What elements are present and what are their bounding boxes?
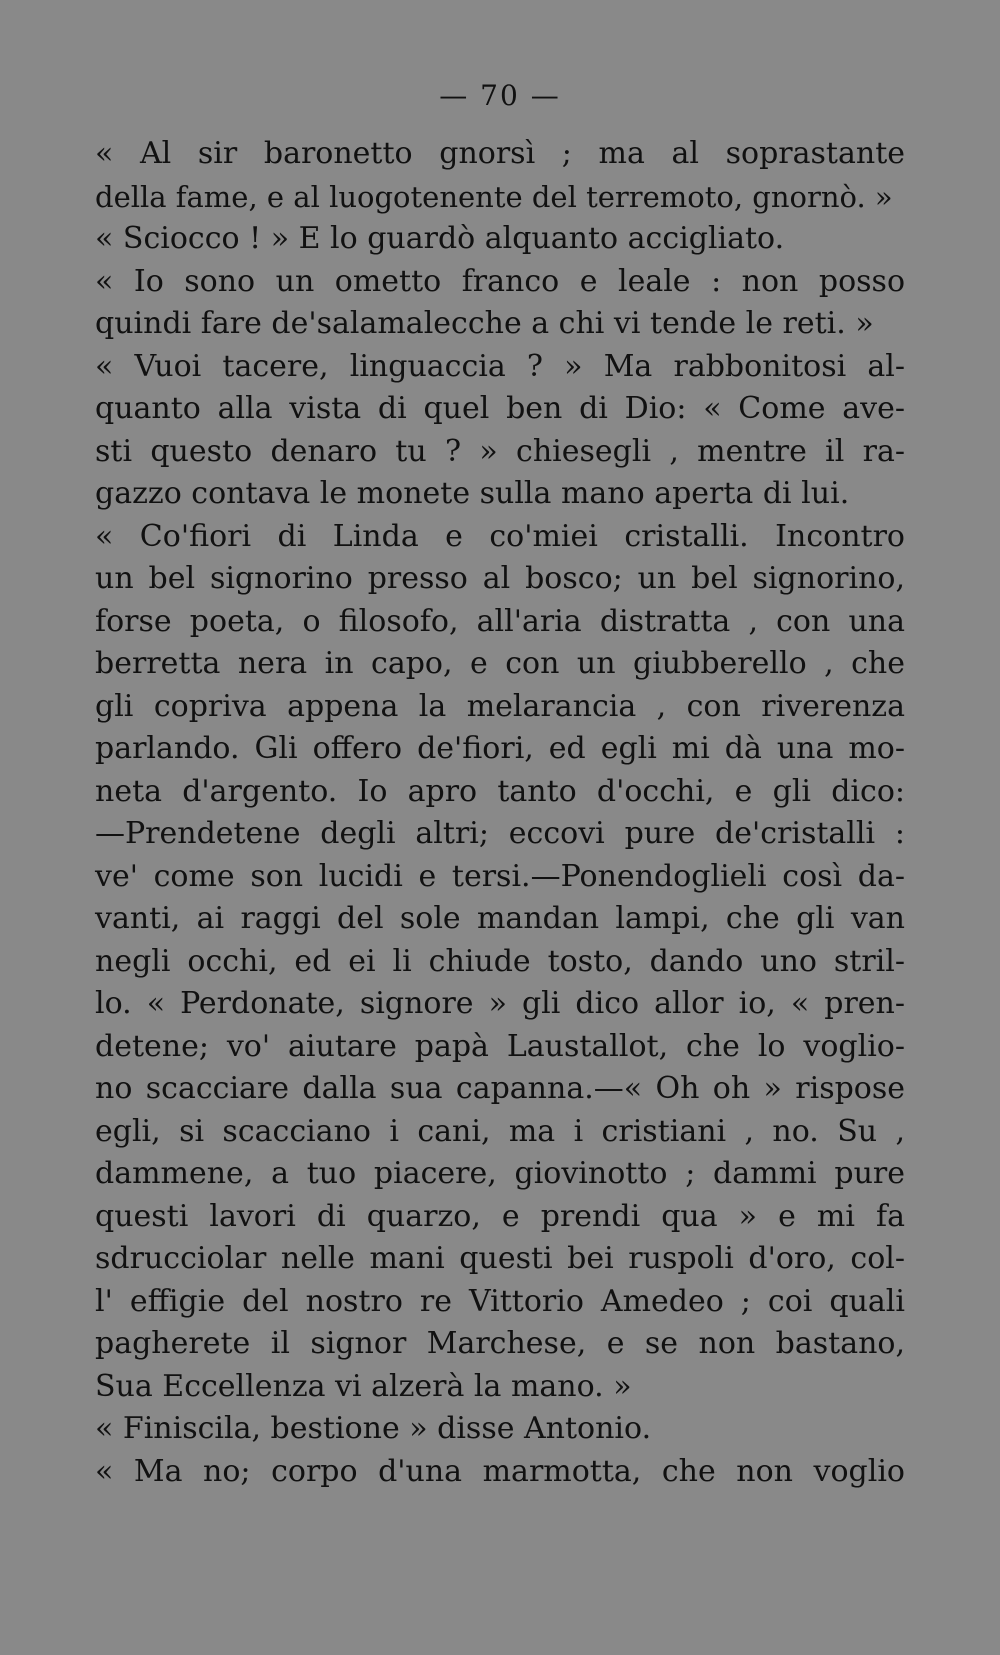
text-line: Sua Eccellenza vi alzerà la mano. » (95, 1368, 632, 1404)
text-line: « Sciocco ! » E lo guardò alquanto accigliato. (95, 221, 785, 256)
text-line: gli copriva appena la melarancia , con riverenza (95, 688, 905, 724)
text-line: sdrucciolar nelle mani questi bei ruspoli d'oro, col- (95, 1241, 905, 1276)
text-line: parlando. Gli offero de'fiori, ed egli mi dà una mo- (95, 731, 905, 766)
text-line: sti questo denaro tu ? » chiesegli , mentre il ra- (95, 433, 905, 469)
text-line: « Finiscila, bestione » disse Antonio. (95, 1411, 652, 1446)
text-line: detene; vo' aiutare papà Laustallot, che lo voglio- (95, 1028, 905, 1064)
text-line: « Io sono un ometto franco e leale : non posso (95, 263, 905, 299)
text-line: vanti, ai raggi del sole mandan lampi, che gli van (95, 901, 905, 936)
text-line: « Vuoi tacere, linguaccia ? » Ma rabbonitosi al- (95, 348, 905, 384)
text-line: lo. « Perdonate, signore » gli dico allor io, « pren- (95, 986, 905, 1021)
text-line: « Ma no; corpo d'una marmotta, che non voglio (95, 1453, 905, 1489)
text-line: questi lavori di quarzo, e prendi qua » e mi fa (95, 1198, 905, 1234)
text-line: dammene, a tuo piacere, giovinotto ; dammi pure (95, 1156, 905, 1191)
text-line: forse poeta, o filosofo, all'aria distratta , con una (95, 603, 905, 639)
text-line: l' effigie del nostro re Vittorio Amedeo ; coi quali (95, 1283, 905, 1319)
text-line: della fame, e al luogotenente del terremoto, gnornò. » (95, 179, 893, 214)
text-line: —Prendetene degli altri; eccovi pure de'cristalli : (95, 816, 905, 851)
text-line: negli occhi, ed ei li chiude tosto, dando uno stril- (95, 943, 905, 979)
text-line: neta d'argento. Io apro tanto d'occhi, e gli dico: (95, 773, 905, 809)
text-line: quanto alla vista di quel ben di Dio: « Come ave- (95, 391, 905, 426)
text-line: « Al sir baronetto gnorsì ; ma al soprastante (95, 136, 905, 171)
body-text (95, 133, 905, 1493)
page-number: — 70 — (439, 79, 561, 112)
text-line: quindi fare de'salamalecche a chi vi tende le reti. » (95, 306, 874, 341)
text-line: egli, si scacciano i cani, ma i cristiani , no. Su , (95, 1113, 905, 1149)
text-line: no scacciare dalla sua capanna.—« Oh oh » rispose (95, 1071, 905, 1106)
text-line: un bel signorino presso al bosco; un bel signorino, (95, 561, 905, 596)
text-line: gazzo contava le monete sulla mano aperta di lui. (95, 476, 850, 511)
text-line: « Co'fiori di Linda e co'miei cristalli. Incontro (95, 518, 905, 554)
text-line: pagherete il signor Marchese, e se non bastano, (95, 1326, 905, 1361)
text-line: ve' come son lucidi e tersi.—Ponendoglieli così da- (95, 858, 905, 894)
text-line: berretta nera in capo, e con un giubberello , che (95, 646, 905, 681)
